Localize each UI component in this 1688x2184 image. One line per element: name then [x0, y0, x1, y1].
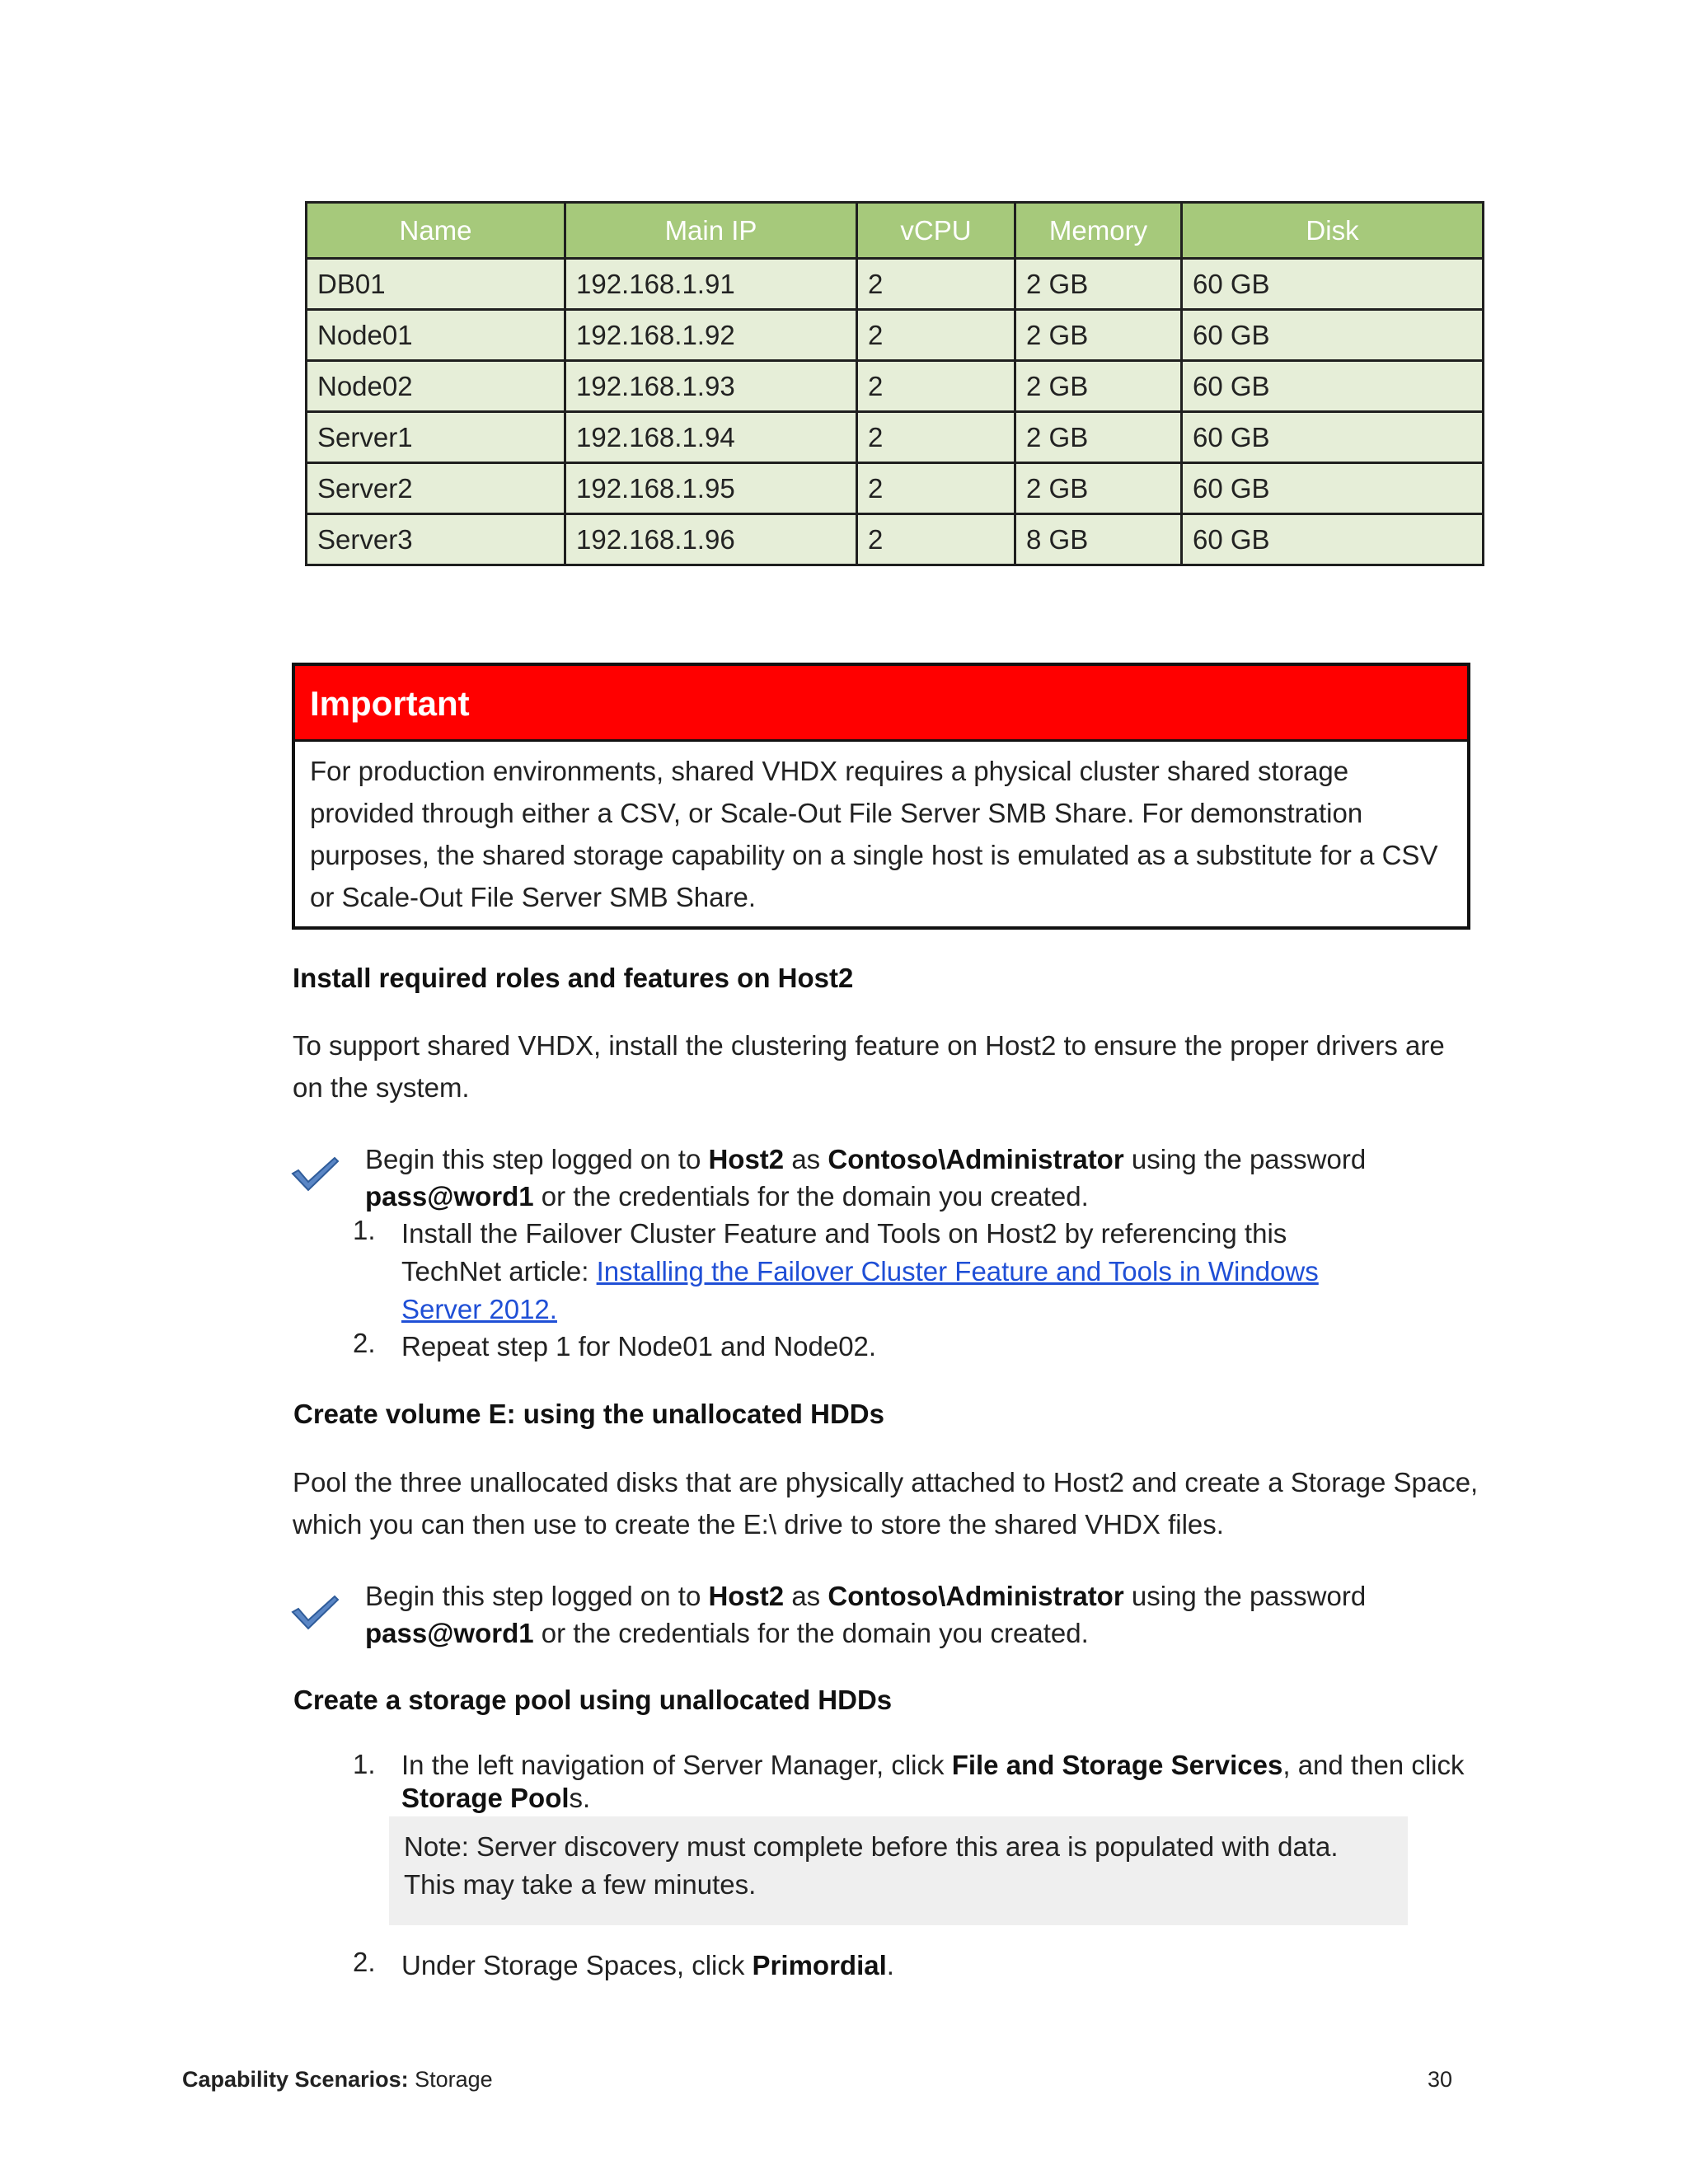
section-heading-storage-pool: Create a storage pool using unallocated HDDs — [293, 1685, 893, 1715]
cell-disk: 60 GB — [1182, 412, 1484, 463]
col-header-memory: Memory — [1015, 203, 1182, 259]
cell-disk: 60 GB — [1182, 514, 1484, 565]
account-name: Contoso\Administrator — [828, 1144, 1124, 1174]
cell-disk: 60 GB — [1182, 463, 1484, 514]
step-install-failover: Install the Failover Cluster Feature and Tools on Host2 by referencing this TechNet article: Installing the Failover Cluster Feature and Tools in Windows Server 2012. — [401, 1218, 1319, 1324]
step-open-storage-pools: In the left navigation of Server Manager, click File and Storage Services, and then click Storage Pools. — [401, 1750, 1465, 1813]
host-name: Host2 — [708, 1144, 785, 1174]
cell-disk: 60 GB — [1182, 259, 1484, 310]
ui-label-file-storage-services: File and Storage Services — [951, 1750, 1283, 1780]
cell-vcpu: 2 — [857, 361, 1015, 412]
logon-instructions-2: Begin this step logged on to Host2 as Contoso\Administrator using the password pass@word1 or the credentials for the domain you created. — [365, 1581, 1367, 1648]
table-header-row — [307, 203, 1484, 259]
account-name: Contoso\Administrator — [828, 1581, 1124, 1611]
section-intro-create-volume: Pool the three unallocated disks that are physically attached to Host2 and create a Storage Space, which you can then use to create the E:\ drive to store the shared VHDX files. — [293, 1467, 1479, 1540]
cell-disk: 60 GB — [1182, 361, 1484, 412]
cell-vcpu: 2 — [857, 463, 1015, 514]
step-number: 2. — [353, 1328, 376, 1358]
step-click-primordial: Under Storage Spaces, click Primordial. — [401, 1950, 894, 1980]
footer-title: Capability Scenarios: Storage — [182, 2067, 493, 2092]
cell-disk: 60 GB — [1182, 310, 1484, 361]
host-name: Host2 — [708, 1581, 785, 1611]
note-box: Note: Server discovery must complete before this area is populated with data. This may take a few minutes. — [389, 1816, 1408, 1925]
col-header-main-ip: Main IP — [565, 203, 857, 259]
cell-ip: 192.168.1.96 — [565, 514, 857, 565]
cell-ip: 192.168.1.92 — [565, 310, 857, 361]
step-repeat: Repeat step 1 for Node01 and Node02. — [401, 1331, 877, 1361]
table-row — [307, 463, 1484, 514]
cell-ip: 192.168.1.95 — [565, 463, 857, 514]
page-number: 30 — [1428, 2067, 1453, 2092]
table-row — [307, 514, 1484, 565]
table-row — [307, 259, 1484, 310]
important-body: For production environments, shared VHDX requires a physical cluster shared storage provided through either a CSV, or Scale-Out File Server SMB Share. For demonstration purposes, the shared storage capability on a single host is emulated as a substitute for a CSV or Scale-Out File Server SMB Share. — [310, 756, 1438, 912]
cell-ip: 192.168.1.91 — [565, 259, 857, 310]
cell-name: DB01 — [307, 259, 565, 310]
technet-article-link[interactable]: Installing the Failover Cluster Feature and Tools in Windows Server 2012. — [401, 1256, 1319, 1324]
ui-label-storage-pool: Storage Pool — [401, 1783, 570, 1813]
cell-vcpu: 2 — [857, 412, 1015, 463]
password-text: pass@word1 — [365, 1618, 534, 1648]
table-row — [307, 310, 1484, 361]
logon-instructions-1: Begin this step logged on to Host2 as Contoso\Administrator using the password pass@word1 or the credentials for the domain you created. — [365, 1144, 1367, 1212]
step-number: 2. — [353, 1947, 376, 1977]
step-number: 1. — [353, 1215, 376, 1245]
password-text: pass@word1 — [365, 1181, 534, 1212]
cell-memory: 2 GB — [1015, 259, 1182, 310]
col-header-disk: Disk — [1182, 203, 1484, 259]
checkmark-icon — [290, 1594, 340, 1630]
cell-name: Server1 — [307, 412, 565, 463]
table-row — [307, 361, 1484, 412]
cell-name: Server3 — [307, 514, 565, 565]
cell-vcpu: 2 — [857, 310, 1015, 361]
vm-spec-table — [305, 201, 1484, 566]
table-row — [307, 412, 1484, 463]
cell-vcpu: 2 — [857, 259, 1015, 310]
cell-memory: 2 GB — [1015, 463, 1182, 514]
section-heading-install-roles: Install required roles and features on Host2 — [293, 963, 854, 993]
section-heading-create-volume: Create volume E: using the unallocated HDDs — [293, 1399, 884, 1429]
step-number: 1. — [353, 1749, 376, 1779]
cell-memory: 8 GB — [1015, 514, 1182, 565]
ui-label-primordial: Primordial — [752, 1950, 887, 1980]
col-header-vcpu: vCPU — [857, 203, 1015, 259]
important-title: Important — [295, 666, 1467, 742]
cell-memory: 2 GB — [1015, 310, 1182, 361]
cell-ip: 192.168.1.94 — [565, 412, 857, 463]
cell-name: Node01 — [307, 310, 565, 361]
important-callout — [292, 663, 1470, 930]
cell-ip: 192.168.1.93 — [565, 361, 857, 412]
cell-name: Node02 — [307, 361, 565, 412]
cell-vcpu: 2 — [857, 514, 1015, 565]
cell-memory: 2 GB — [1015, 412, 1182, 463]
cell-name: Server2 — [307, 463, 565, 514]
cell-memory: 2 GB — [1015, 361, 1182, 412]
col-header-name: Name — [307, 203, 565, 259]
section-intro-install-roles: To support shared VHDX, install the clustering feature on Host2 to ensure the proper drivers are on the system. — [293, 1030, 1445, 1103]
checkmark-icon — [290, 1155, 340, 1192]
